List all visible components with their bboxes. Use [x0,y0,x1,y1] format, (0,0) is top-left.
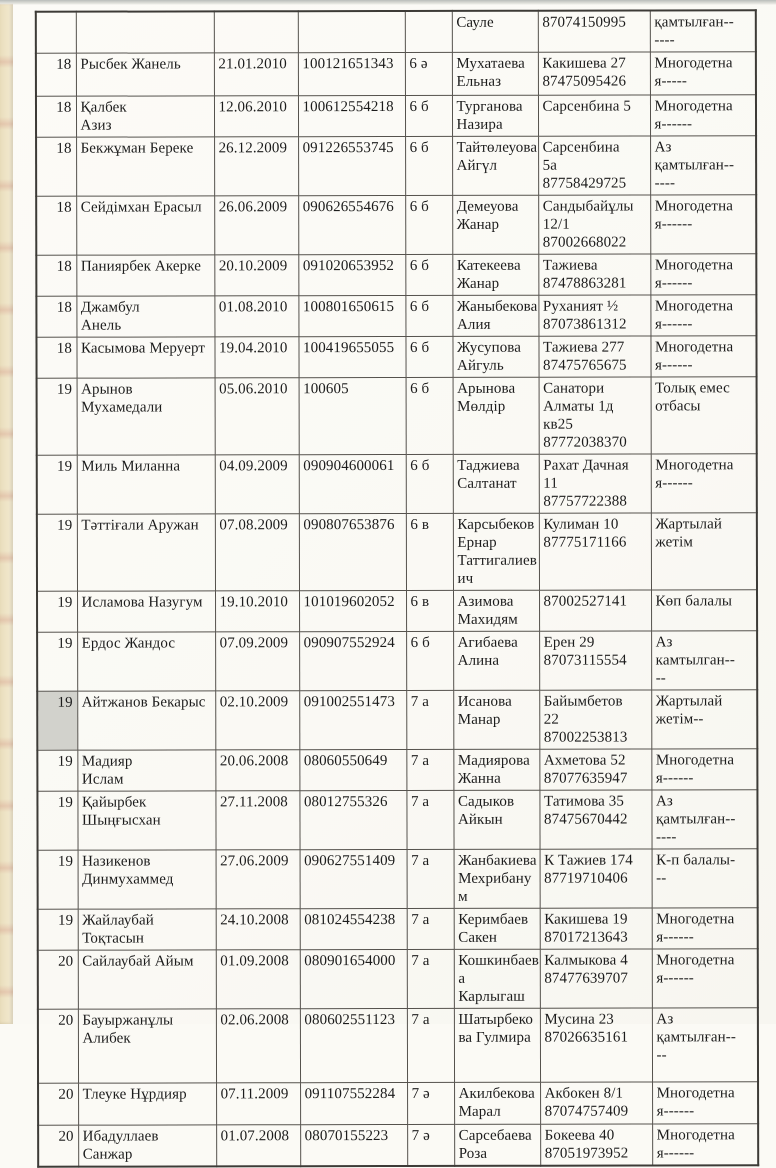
table-row [37,454,757,515]
cell-grade: 7 а [407,949,454,1008]
cell-birth-date: 01.08.2010 [214,296,298,337]
cell-birth-date: 07.09.2009 [215,632,299,691]
cell-address-phone: Сарсенбина 5а 87758429725 [538,136,650,195]
cell-parent-name: Катекеева Жанар [452,254,538,295]
cell-parent-name: Сарсебаева Роза [454,1124,540,1166]
cell-row-number: 20 [38,1009,78,1083]
cell-address-phone: Санатори Алматы 1д кв25 87772038370 [539,377,651,454]
cell-parent-name: Агибаева Алина [453,631,539,690]
book-edge-strip [0,0,13,1024]
cell-student-name: Тлеуке Нұрдияр [78,1083,216,1125]
table-row [36,52,756,97]
cell-grade: 7 ә [407,1082,454,1124]
cell-grade: 7 а [407,1008,454,1082]
table-row [38,1082,758,1126]
cell-student-name: Қайырбек Шыңғысхан [77,791,215,850]
cell-grade: 7 а [407,849,454,908]
cell-address-phone: Мусина 23 87026635161 [540,1008,652,1082]
cell-status: Многодетна я------ [652,949,758,1008]
cell-address-phone: Кулиман 10 87775171166 [539,513,651,590]
cell-iin: 080901654000 [300,949,407,1008]
table-row [38,949,758,1010]
cell-status: Көп балалы [651,590,757,631]
cell-row-number: 18 [36,196,76,255]
cell-iin [298,11,405,53]
cell-status: Аз қамтылған-- ---- [650,136,756,195]
cell-birth-date: 07.11.2009 [216,1083,300,1125]
cell-birth-date: 07.08.2009 [215,514,299,591]
cell-grade: 6 б [406,454,453,513]
cell-student-name: Жайлаубай Тоқтасын [78,909,216,950]
cell-student-name: Ердос Жандос [77,632,215,691]
cell-grade: 6 в [406,590,453,631]
cell-grade: 6 б [405,336,452,377]
cell-status: Жартылай жетім-- [651,690,757,749]
table-row [36,95,756,138]
cell-birth-date: 27.06.2009 [216,850,300,909]
cell-row-number: 20 [38,1083,78,1125]
cell-student-name: Касымова Меруерт [76,337,214,378]
cell-birth-date: 02.06.2008 [216,1009,300,1083]
cell-address-phone: Тажиева 87478863281 [538,254,650,295]
cell-status: Многодетна я------ [650,295,756,336]
cell-address-phone: К Тажиев 174 87719710406 [540,849,652,908]
cell-address-phone: Сандыбайұлы 12/1 87002668022 [538,195,650,254]
cell-iin: 091020653952 [298,254,405,295]
cell-address-phone: Какишева 19 87017213643 [540,908,652,949]
cell-parent-name: Садыков Айкын [453,790,539,849]
cell-birth-date: 19.04.2010 [214,337,298,378]
cell-birth-date: 20.10.2009 [214,255,298,296]
cell-student-name: Исламова Назугум [77,591,215,632]
table-row [37,513,757,592]
cell-row-number: 18 [36,96,76,137]
cell-row-number: 18 [36,296,76,337]
cell-address-phone: 87074150995 [538,10,650,52]
table-row [36,195,756,256]
cell-birth-date: 26.12.2009 [214,137,298,196]
cell-row-number: 19 [37,514,77,591]
cell-grade: 7 а [406,749,453,790]
cell-birth-date: 01.09.2008 [216,950,300,1009]
table-row [36,10,756,53]
cell-address-phone: Байымбетов 22 87002253813 [539,690,651,749]
student-register-table [35,9,759,1168]
cell-status: Многодетна я------ [652,908,758,949]
table-row [37,631,757,692]
cell-iin: 090907552924 [299,631,406,690]
table-row [38,1124,758,1167]
cell-row-number: 20 [38,950,78,1009]
cell-birth-date: 27.11.2008 [215,791,299,850]
cell-birth-date: 24.10.2008 [216,909,300,950]
cell-status: Многодетна я------ [650,254,756,295]
cell-iin: 100121651343 [298,52,405,95]
cell-student-name: Айтжанов Бекарыс [77,691,215,750]
cell-birth-date: 19.10.2010 [215,591,299,632]
cell-status: Многодетна я------ [651,454,757,513]
table-row [37,790,757,851]
cell-grade: 6 б [406,631,453,690]
cell-birth-date: 20.06.2008 [215,750,299,791]
cell-grade: 6 б [405,254,452,295]
cell-address-phone: Руханият ½ 87073861312 [538,295,650,336]
cell-parent-name: Жаныбекова Алия [452,295,538,336]
table-row [36,336,756,379]
cell-address-phone: Рахат Дачная 11 87757722388 [539,454,651,513]
cell-student-name [76,11,214,53]
cell-status: Многодетна я------ [650,95,756,136]
cell-iin: 100612554218 [298,95,405,136]
cell-row-number: 19 [37,455,77,514]
cell-parent-name: Кошкинбаев а Карлыгаш [454,949,540,1008]
cell-student-name: Арынов Мухамедали [77,378,215,455]
cell-status: Многодетна я------ [652,1082,758,1124]
cell-status: Аз қамтылған-- ---- [651,790,757,849]
cell-row-number: 18 [36,337,76,378]
table-row [36,136,756,197]
cell-status: К-п балалы- -- [652,849,758,908]
cell-parent-name: Арынова Мөлдір [453,377,539,454]
cell-student-name: Бауыржанұлы Алибек [78,1009,216,1083]
cell-iin: 100419655055 [298,336,405,377]
cell-student-name: Джамбул Анель [76,296,214,337]
cell-row-number [36,12,76,54]
cell-row-number: 18 [36,137,76,196]
cell-iin: 080602551123 [300,1008,407,1082]
table-row [36,295,756,338]
cell-parent-name: Шатырбеко ва Гулмира [454,1008,540,1082]
cell-parent-name: Мухатаева Ельназ [452,52,538,95]
cell-address-phone: Татимова 35 87475670442 [539,790,651,849]
cell-status: Многодетна я----- [650,52,756,95]
cell-student-name: Паниярбек Акерке [76,255,214,296]
cell-birth-date: 04.09.2009 [215,455,299,514]
cell-iin: 081024554238 [300,908,407,949]
cell-row-number: 19 [38,850,78,909]
table-row [38,849,758,910]
cell-parent-name: Демеуова Жанар [452,195,538,254]
cell-student-name: Сайлаубай Айым [78,950,216,1009]
scan-top-edge [0,0,776,5]
cell-row-number: 19 [38,909,78,950]
cell-student-name: Тәттіғали Аружан [77,514,215,591]
cell-grade: 6 б [405,195,452,254]
cell-row-number: 18 [36,255,76,296]
cell-iin: 08012755326 [299,790,406,849]
cell-grade: 7 а [407,908,454,949]
cell-address-phone: 87002527141 [539,590,651,631]
cell-iin: 100801650615 [298,295,405,336]
cell-birth-date: 21.01.2010 [214,53,298,96]
cell-row-number: 18 [36,53,76,96]
cell-student-name: Қалбек Азиз [76,96,214,137]
cell-status: Многодетна я------ [652,1124,758,1166]
cell-student-name: Сейдімхан Ерасыл [76,196,214,255]
cell-status: Аз камтылган-- -- [651,631,757,690]
cell-iin: 090626554676 [298,195,405,254]
cell-birth-date: 05.06.2010 [215,378,299,455]
table-row [38,908,758,951]
cell-address-phone: Ерен 29 87073115554 [539,631,651,690]
cell-birth-date [214,11,298,53]
cell-grade: 6 в [406,513,453,590]
cell-iin: 08060550649 [299,749,406,790]
table-row [37,590,757,633]
cell-status: қамтылған-- ---- [650,10,756,52]
cell-parent-name: Жусупова Айгуль [452,336,538,377]
cell-student-name: Назикенов Динмухаммед [78,850,216,909]
cell-row-number: 20 [38,1125,78,1167]
cell-address-phone: Акбокен 8/1 87074757409 [540,1082,652,1124]
cell-parent-name: Мадиярова Жанна [453,749,539,790]
cell-iin: 091002551473 [299,690,406,749]
cell-parent-name: Акилбекова Марал [454,1082,540,1124]
cell-grade: 6 ә [405,52,452,95]
cell-parent-name: Азимова Махидям [453,590,539,631]
cell-parent-name: Сауле [452,11,538,53]
cell-grade: 6 б [406,377,453,454]
cell-address-phone: Какишева 27 87475095426 [538,52,650,95]
cell-parent-name: Жанбакиева Мехрибану м [454,849,540,908]
cell-parent-name: Таджиева Салтанат [453,454,539,513]
cell-grade: 6 б [405,295,452,336]
cell-birth-date: 26.06.2009 [214,196,298,255]
cell-parent-name: Карсыбеков Ернар Таттигалиев ич [453,513,539,590]
cell-parent-name: Тайтөлеуова Айгүл [452,136,538,195]
cell-row-number: 19 [37,750,77,791]
cell-address-phone: Бокеева 40 87051973952 [540,1124,652,1166]
cell-status: Многодетна я------ [651,749,757,790]
cell-iin: 090627551409 [300,849,407,908]
cell-row-number: 19 [37,632,77,691]
cell-status: Аз қамтылған-- -- [652,1008,758,1082]
table-row [38,1008,758,1084]
table-row [37,749,757,792]
cell-grade [405,11,452,53]
cell-iin: 100605 [299,377,406,454]
cell-iin: 090807653876 [299,513,406,590]
cell-status: Жартылай жетім [651,513,757,590]
cell-parent-name: Исанова Манар [453,690,539,749]
cell-row-number: 19 [37,791,77,850]
cell-parent-name: Керимбаев Сакен [454,908,540,949]
table-row [36,254,756,297]
cell-status: Многодетна я------ [650,336,756,377]
cell-student-name: Рысбек Жанель [76,53,214,96]
cell-student-name: Бекжұман Береке [76,137,214,196]
cell-status: Многодетна я------ [650,195,756,254]
cell-iin: 091107552284 [300,1082,407,1124]
cell-row-number: 19 [37,378,77,455]
cell-row-number: 19 [37,691,77,750]
cell-grade: 7 ә [407,1124,454,1166]
cell-row-number: 19 [37,591,77,632]
cell-student-name: Ибадуллаев Санжар [78,1125,216,1167]
table-row [37,377,757,456]
cell-parent-name: Турганова Назира [452,95,538,136]
cell-student-name: Мадияр Ислам [77,750,215,791]
cell-grade: 7 а [406,690,453,749]
cell-address-phone: Ахметова 52 87077635947 [539,749,651,790]
cell-status: Толық емес отбасы [651,377,757,454]
cell-birth-date: 01.07.2008 [216,1125,300,1167]
cell-iin: 08070155223 [300,1124,407,1166]
cell-student-name: Миль Миланна [77,455,215,514]
cell-birth-date: 02.10.2009 [215,691,299,750]
cell-iin: 091226553745 [298,136,405,195]
cell-grade: 6 б [405,136,452,195]
cell-birth-date: 12.06.2010 [214,96,298,137]
cell-iin: 090904600061 [299,454,406,513]
cell-iin: 101019602052 [299,590,406,631]
cell-address-phone: Сарсенбина 5 [538,95,650,136]
cell-grade: 6 б [405,95,452,136]
cell-grade: 7 а [406,790,453,849]
table-row [37,690,757,751]
cell-address-phone: Калмыкова 4 87477639707 [540,949,652,1008]
table-body [36,10,758,1167]
cell-address-phone: Тажиева 277 87475765675 [538,336,650,377]
